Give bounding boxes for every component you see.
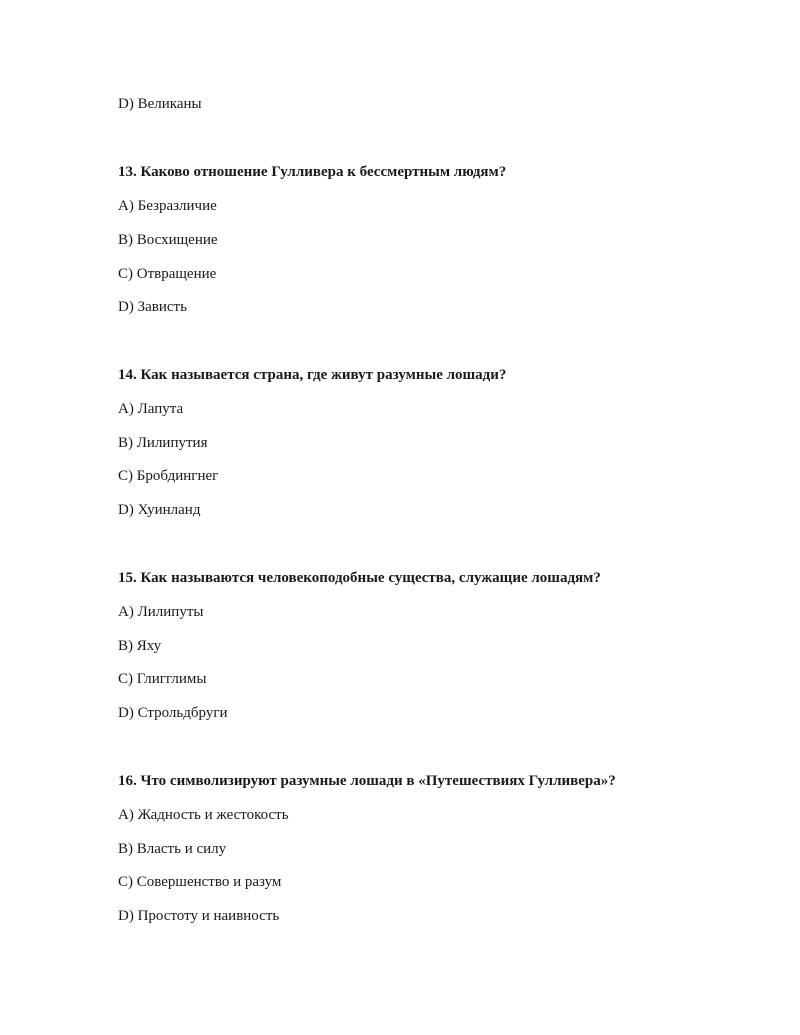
option-14-c: C) Бробдингнег [118,468,219,484]
option-16-a: A) Жадность и жестокость [118,807,289,823]
option-16-b: B) Власть и силу [118,841,227,857]
option-14-b: B) Лилипутия [118,435,208,451]
option-15-d: D) Строльдбруги [118,705,228,721]
option-13-a: A) Безразличие [118,198,217,214]
option-15-a: A) Лилипуты [118,604,204,620]
question-13: 13. Каково отношение Гулливера к бессмертным людям? [118,164,507,180]
option-13-d: D) Зависть [118,299,187,315]
option-14-d: D) Хуинланд [118,502,201,518]
question-14: 14. Как называется страна, где живут разумные лошади? [118,367,507,383]
option-previous-d: D) Великаны [118,96,202,112]
option-13-b: B) Восхищение [118,232,218,248]
option-15-b: B) Яху [118,638,162,654]
option-16-c: C) Совершенство и разум [118,874,282,890]
option-14-a: A) Лапута [118,401,184,417]
option-13-c: C) Отвращение [118,266,217,282]
option-15-c: C) Глигглимы [118,671,207,687]
question-16: 16. Что символизируют разумные лошади в «Путешествиях Гулливера»? [118,773,616,789]
question-15: 15. Как называются человекоподобные существа, служащие лошадям? [118,570,601,586]
option-16-d: D) Простоту и наивность [118,908,280,924]
